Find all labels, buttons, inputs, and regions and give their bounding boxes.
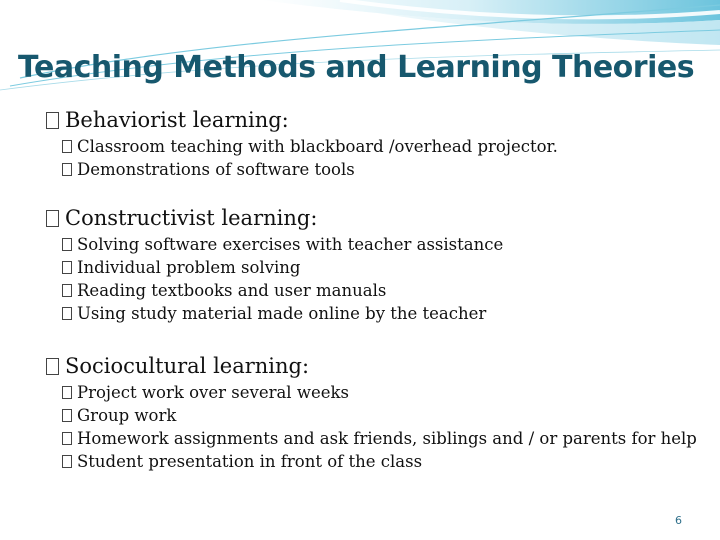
- list-item: Demonstrations of software tools: [62, 158, 706, 181]
- page-number: 6: [675, 514, 682, 527]
- section-heading-label: Behaviorist learning:: [65, 108, 289, 132]
- list-item: Individual problem solving: [62, 256, 706, 279]
- slide-title: Teaching Methods and Learning Theories: [18, 50, 695, 85]
- missing-glyph-icon: [62, 261, 72, 274]
- missing-glyph-icon: [62, 386, 72, 399]
- section-sociocultural: [46, 353, 706, 473]
- list-item: Classroom teaching with blackboard /overhead projector.: [62, 135, 706, 158]
- missing-glyph-icon: [62, 284, 72, 297]
- list-item: Reading textbooks and user manuals: [62, 279, 706, 302]
- list-item: Project work over several weeks: [62, 381, 706, 404]
- section-heading-label: Sociocultural learning:: [65, 354, 310, 378]
- missing-glyph-icon: [62, 140, 72, 153]
- section-behaviorist: [46, 107, 706, 181]
- section-constructivist: [46, 205, 706, 325]
- list-item: Group work: [62, 404, 706, 427]
- missing-glyph-icon: [46, 112, 59, 129]
- list-item: Homework assignments and ask friends, siblings and / or parents for help: [62, 427, 706, 450]
- list-item: Solving software exercises with teacher assistance: [62, 233, 706, 256]
- missing-glyph-icon: [62, 455, 72, 468]
- missing-glyph-icon: [62, 409, 72, 422]
- bullet-list: [46, 135, 706, 181]
- bullet-list: [46, 233, 706, 325]
- missing-glyph-icon: [46, 210, 59, 227]
- section-heading-label: Constructivist learning:: [65, 206, 318, 230]
- missing-glyph-icon: [62, 163, 72, 176]
- missing-glyph-icon: [46, 358, 59, 375]
- missing-glyph-icon: [62, 238, 72, 251]
- section-heading: [46, 107, 706, 133]
- list-item: Student presentation in front of the class: [62, 450, 706, 473]
- missing-glyph-icon: [62, 307, 72, 320]
- section-heading: [46, 353, 706, 379]
- bullet-list: [46, 381, 706, 473]
- section-heading: [46, 205, 706, 231]
- list-item: Using study material made online by the teacher: [62, 302, 706, 325]
- missing-glyph-icon: [62, 432, 72, 445]
